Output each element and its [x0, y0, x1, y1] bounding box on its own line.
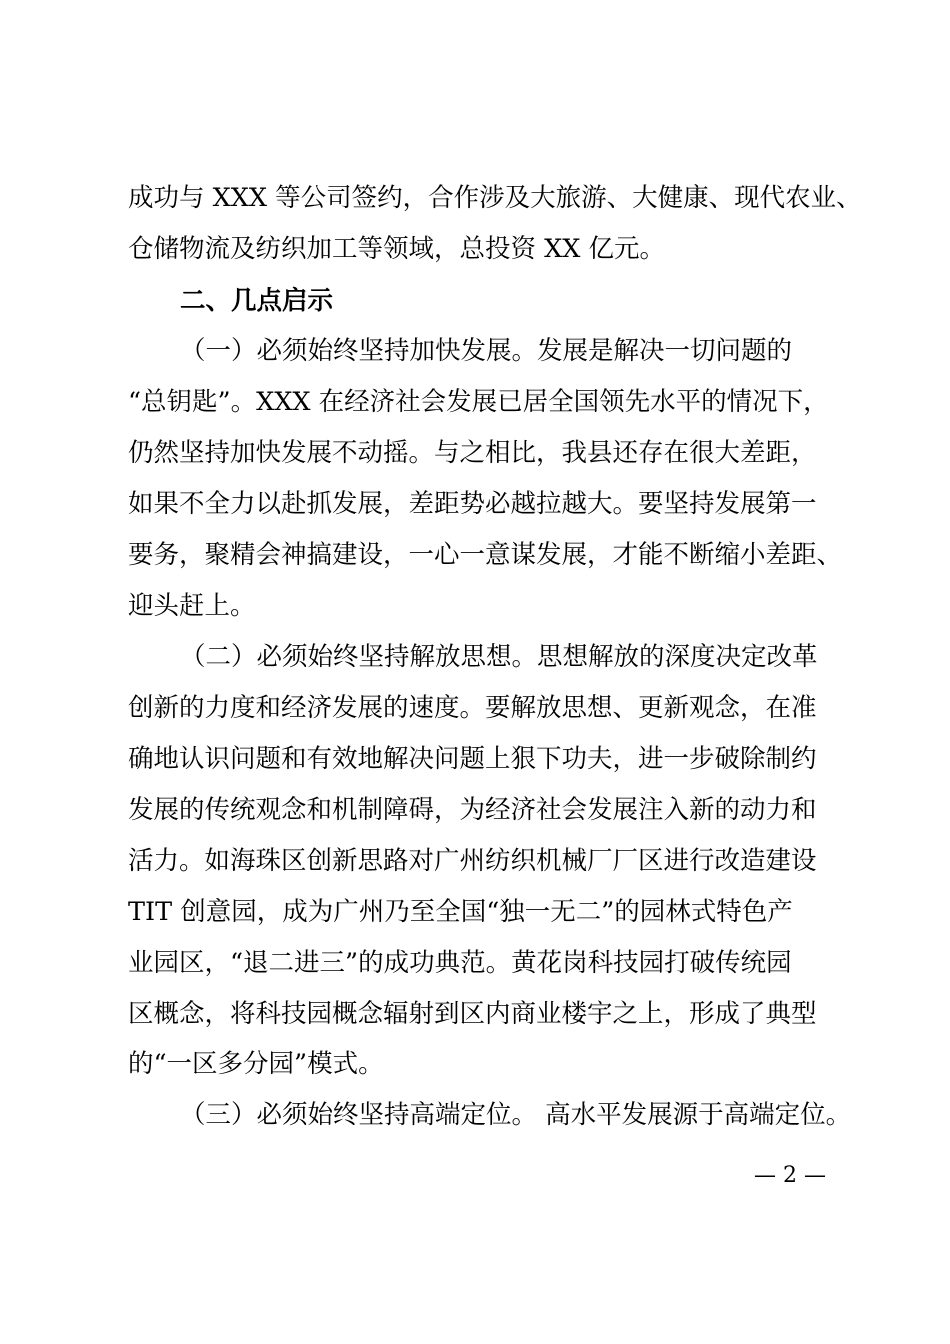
text-line-5: “总钥匙”。XXX 在经济社会发展已居全国领先水平的情况下， [128, 387, 829, 417]
text-line-1: 成功与 XXX 等公司签约，合作涉及大旅游、大健康、现代农业、 [128, 183, 862, 213]
text-line-18: 的“一区多分园”模式。 [128, 1049, 384, 1079]
text-line-8: 要务，聚精会神搞建设，一心一意谋发展，才能不断缩小差距、 [128, 540, 843, 570]
text-line-6: 仍然坚持加快发展不动摇。与之相比，我县还存在很大差距， [128, 438, 817, 468]
text-line-19: （三）必须始终坚持高端定位。 高水平发展源于高端定位。 [180, 1100, 852, 1130]
text-line-14: 活力。如海珠区创新思路对广州纺织机械厂厂区进行改造建设 [128, 846, 817, 876]
text-line-13: 发展的传统观念和机制障碍，为经济社会发展注入新的动力和 [128, 795, 817, 825]
text-line-17: 区概念，将科技园概念辐射到区内商业楼宇之上，形成了典型 [128, 999, 817, 1029]
section-heading: 二、几点启示 [180, 286, 334, 316]
text-line-9: 迎头赶上。 [128, 591, 256, 621]
text-line-11: 创新的力度和经济发展的速度。要解放思想、更新观念，在准 [128, 693, 817, 723]
text-line-15: TIT 创意园，成为广州乃至全国“独一无二”的园林式特色产 [128, 897, 793, 927]
text-line-10: （二）必须始终坚持解放思想。思想解放的深度决定改革 [180, 642, 818, 672]
text-line-7: 如果不全力以赴抓发展，差距势必越拉越大。要坚持发展第一 [128, 489, 817, 519]
text-line-2: 仓储物流及纺织加工等领域，总投资 XX 亿元。 [128, 234, 666, 264]
page-number: — 2 — [754, 1163, 826, 1188]
text-line-12: 确地认识问题和有效地解决问题上狠下功夫，进一步破除制约 [128, 744, 817, 774]
text-line-16: 业园区，“退二进三”的成功典范。黄花岗科技园打破传统园 [128, 948, 792, 978]
text-line-4: （一）必须始终坚持加快发展。发展是解决一切问题的 [180, 336, 793, 366]
